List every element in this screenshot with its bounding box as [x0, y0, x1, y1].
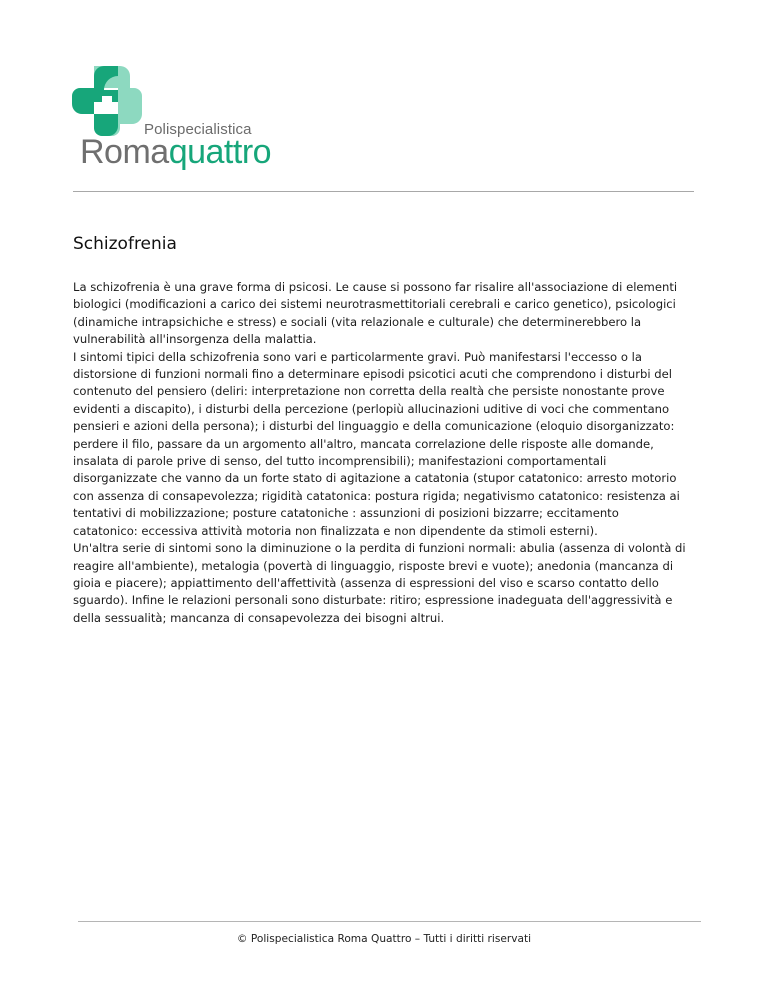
- text-line: (dinamiche intrapsichiche e stress) e sociali (vita relazionale e culturale) che determinerebbero la: [73, 314, 642, 329]
- text-line: I sintomi tipici della schizofrenia sono vari e particolarmente gravi. Può manifestarsi l'eccesso o la: [73, 349, 642, 364]
- text-line: gioia e piacere); appiattimento dell'affettività (assenza di espressioni del viso e scarso contatto dello: [73, 575, 659, 590]
- text-line: della sessualità; mancanza di consapevolezza dei bisogni altrui.: [73, 610, 445, 625]
- brand-name-roma: Roma: [80, 133, 169, 171]
- text-line: sguardo). Infine le relazioni personali sono disturbate: ritiro; espressione inadeguata dell'aggressività e: [73, 593, 673, 608]
- header-divider: [73, 191, 694, 192]
- text-line: reagire all'ambiente), metalogia (povertà di linguaggio, risposte brevi e vuote); anedonia (mancanza di: [73, 558, 674, 573]
- text-line: Un'altra serie di sintomi sono la diminuzione o la perdita di funzioni normali: abulia (assenza di volontà di: [73, 541, 686, 556]
- footer-divider: [78, 921, 701, 922]
- paragraph-1: [73, 279, 693, 349]
- text-line: disorganizzate che vanno da un forte stato di agitazione a catatonia (stupor catatonico: arresto motorio: [73, 471, 677, 486]
- brand-name-quattro: quattro: [168, 133, 272, 171]
- text-line: insalata di parole prive di senso, del tutto incomprensibili); manifestazioni comportamentali: [73, 454, 607, 469]
- page-title: Schizofrenia: [73, 234, 177, 254]
- text-line: catatonico: eccessiva attività motoria non finalizzata e non dipendente da stimoli esterni).: [73, 523, 598, 538]
- brand-name: [80, 135, 271, 169]
- text-line: biologici (modificazioni a carico dei sistemi neurotrasmettitoriali cerebrali e carico genetico), psicologici: [73, 297, 676, 312]
- text-line: perdere il filo, passare da un argomento all'altro, mancata correlazione delle risposte alle domande,: [73, 436, 654, 451]
- document-body: [73, 279, 693, 627]
- footer-copyright: © Polispecialistica Roma Quattro – Tutti i diritti riservati: [236, 933, 532, 945]
- text-line: contenuto del pensiero (deliri: interpretazione non corretta della realtà che persiste nonostante prove: [73, 384, 665, 399]
- paragraph-3: [73, 540, 693, 627]
- text-line: evidenti a discapito), i disturbi della percezione (perlopiù allucinazioni uditive di voci che commentano: [73, 401, 670, 416]
- medical-cross-logo-icon: [72, 66, 142, 136]
- brand-subtitle: Polispecialistica: [144, 121, 252, 138]
- paragraph-2: [73, 349, 693, 540]
- text-line: con assenza di consapevolezza; rigidità catatonica: postura rigida; negativismo catatonico: resistenza ai: [73, 488, 680, 503]
- text-line: tentativi di mobilizzazione; posture catatoniche : assunzioni di posizioni bizzarre; eccitamento: [73, 506, 619, 521]
- text-line: La schizofrenia è una grave forma di psicosi. Le cause si possono far risalire all'associazione di elementi: [73, 280, 678, 294]
- text-line: pensieri e azioni della persona); i disturbi del linguaggio e della comunicazione (eloquio disorganizzato:: [73, 419, 675, 434]
- text-line: distorsione di funzioni normali fino a determinare episodi psicotici acuti che comprendono i disturbi del: [73, 367, 672, 382]
- text-line: vulnerabilità all'insorgenza della malattia.: [73, 332, 317, 347]
- brand-logo: [72, 66, 272, 176]
